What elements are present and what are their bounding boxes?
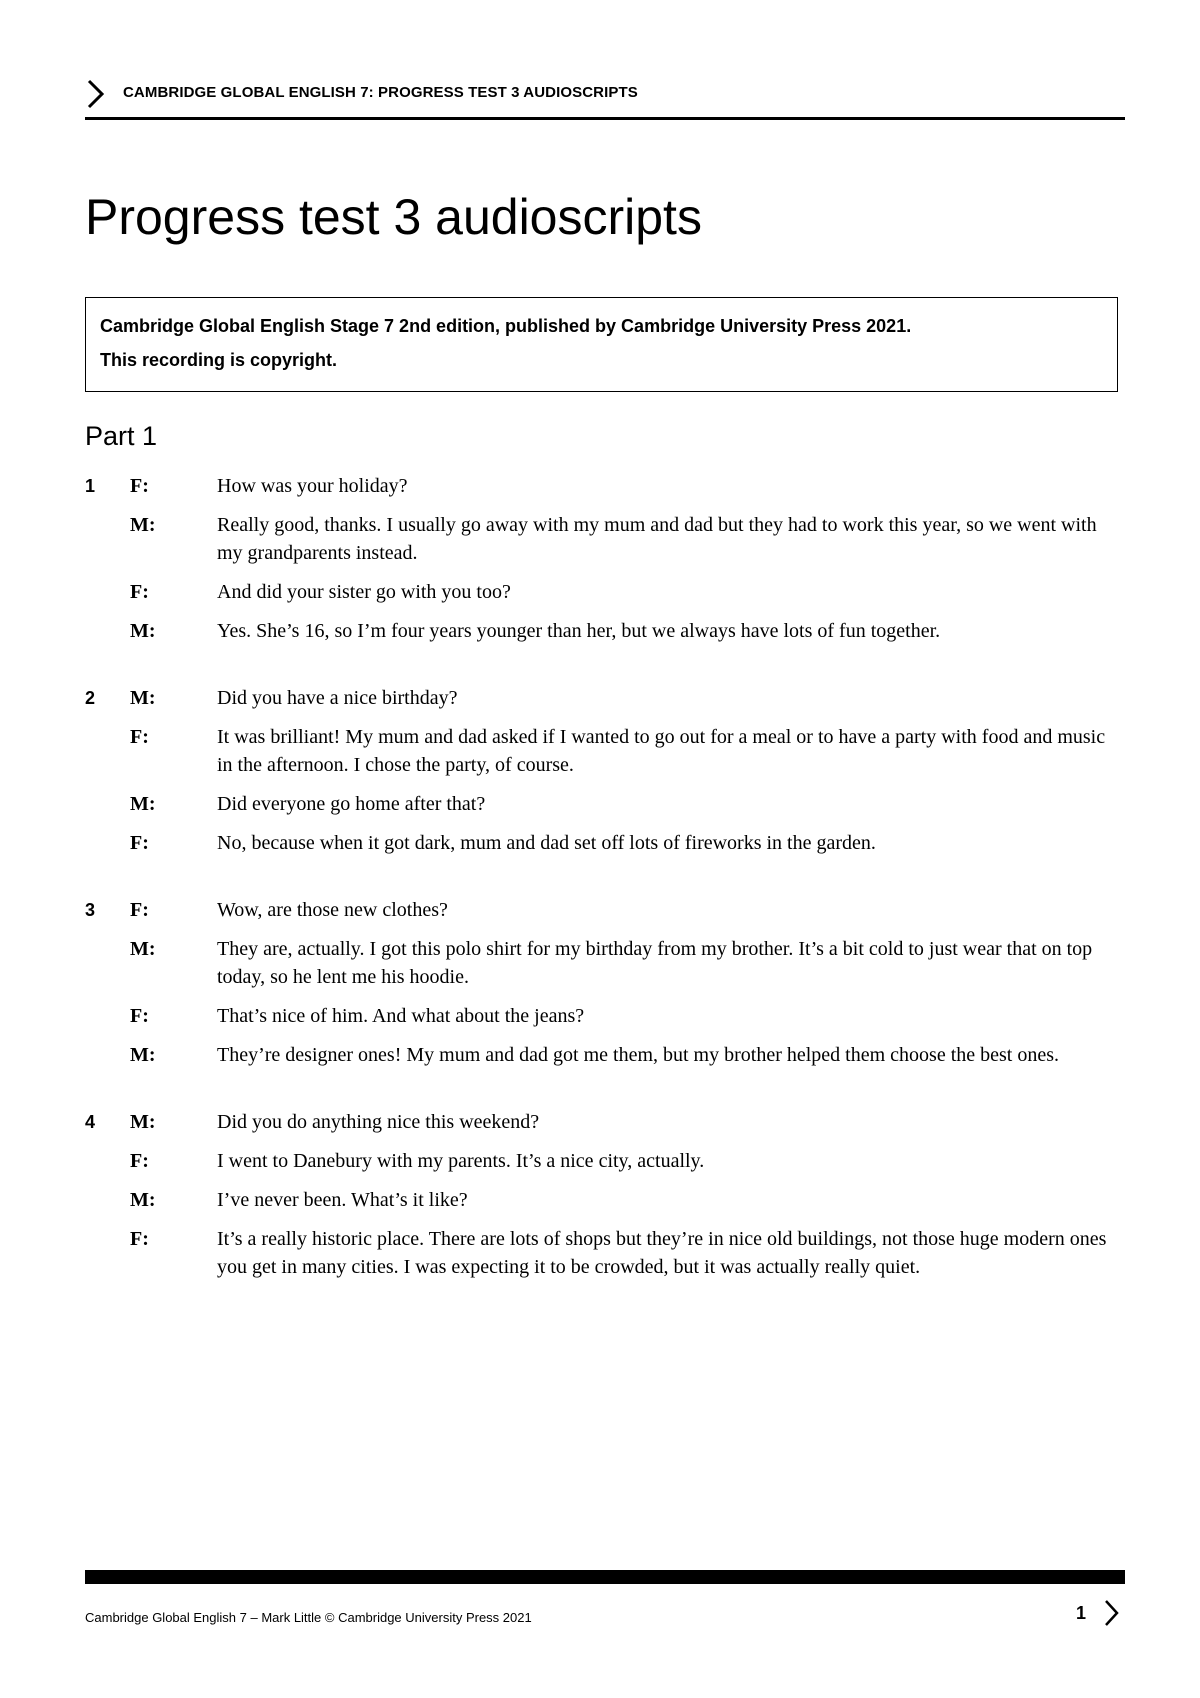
line-text: I went to Danebury with my parents. It’s a nice city, actually. <box>217 1150 705 1172</box>
speaker-label: M: <box>130 1189 156 1211</box>
footer-rule <box>85 1570 1125 1584</box>
dialogue-4 <box>85 1108 1125 1281</box>
line-text: Really good, thanks. I usually go away with my mum and dad but they had to work this year, so we went with my grandparents instead. <box>217 514 1097 564</box>
dialogue-list <box>85 472 1125 1320</box>
dialogue-line <box>85 578 1125 606</box>
page-title: Progress test 3 audioscripts <box>85 189 702 245</box>
dialogue-line <box>85 1002 1125 1030</box>
speaker-label: F: <box>130 899 149 921</box>
speaker-label: F: <box>130 1005 149 1027</box>
line-text: It was brilliant! My mum and dad asked if I wanted to go out for a meal or to have a party with food and music in the afternoon. I chose the party, of course. <box>217 726 1106 776</box>
line-text: They’re designer ones! My mum and dad got me them, but my brother helped them choose the best ones. <box>217 1044 1060 1066</box>
line-text: Yes. She’s 16, so I’m four years younger than her, but we always have lots of fun together. <box>217 620 941 642</box>
line-text: That’s nice of him. And what about the jeans? <box>217 1005 585 1027</box>
question-number: 2 <box>85 688 96 708</box>
line-text: Did you have a nice birthday? <box>217 687 458 709</box>
page-header <box>85 76 1125 120</box>
copyright-notice <box>85 297 1118 392</box>
speaker-label: F: <box>130 581 149 603</box>
line-text: No, because when it got dark, mum and dad set off lots of fireworks in the garden. <box>217 832 876 854</box>
speaker-label: F: <box>130 1150 149 1172</box>
footer-credit: Cambridge Global English 7 – Mark Little © Cambridge University Press 2021 <box>85 1610 532 1625</box>
line-text: And did your sister go with you too? <box>217 581 511 603</box>
question-number: 3 <box>85 900 96 920</box>
line-text: How was your holiday? <box>217 475 408 497</box>
dialogue-line <box>85 1108 1125 1136</box>
dialogue-line <box>85 790 1125 818</box>
line-text: Wow, are those new clothes? <box>217 899 448 921</box>
dialogue-line <box>85 723 1125 779</box>
dialogue-line <box>85 1147 1125 1175</box>
chevron-right-icon <box>85 78 107 110</box>
dialogue-line <box>85 684 1125 712</box>
copyright-line-2: This recording is copyright. <box>100 350 338 370</box>
dialogue-line <box>85 1186 1125 1214</box>
header-title: CAMBRIDGE GLOBAL ENGLISH 7: PROGRESS TEST 3 AUDIOSCRIPTS <box>123 84 638 101</box>
chevron-right-icon[interactable] <box>1102 1597 1122 1629</box>
speaker-label: M: <box>130 938 156 960</box>
question-number: 1 <box>85 476 96 496</box>
line-text: Did you do anything nice this weekend? <box>217 1111 540 1133</box>
line-text: They are, actually. I got this polo shirt for my birthday from my brother. It’s a bit cold to just wear that on top today, so he lent me his hoodie. <box>217 938 1093 988</box>
line-text: It’s a really historic place. There are lots of shops but they’re in nice old buildings, not those huge modern ones you get in many cities. I was expecting it to be crowded, but it was actually really quiet. <box>217 1228 1107 1278</box>
speaker-label: M: <box>130 1111 156 1133</box>
speaker-label: F: <box>130 475 149 497</box>
copyright-line-1: Cambridge Global English Stage 7 2nd edition, published by Cambridge University Press 2021. <box>100 316 912 336</box>
dialogue-1 <box>85 472 1125 645</box>
dialogue-line <box>85 1225 1125 1281</box>
speaker-label: M: <box>130 687 156 709</box>
dialogue-line <box>85 896 1125 924</box>
question-number: 4 <box>85 1112 96 1132</box>
speaker-label: F: <box>130 832 149 854</box>
speaker-label: M: <box>130 793 156 815</box>
speaker-label: M: <box>130 620 156 642</box>
speaker-label: F: <box>130 1228 149 1250</box>
speaker-label: M: <box>130 1044 156 1066</box>
dialogue-line <box>85 935 1125 991</box>
dialogue-2 <box>85 684 1125 857</box>
dialogue-line <box>85 617 1125 645</box>
part-heading: Part 1 <box>85 421 158 451</box>
page-number: 1 <box>1076 1603 1087 1623</box>
dialogue-line <box>85 829 1125 857</box>
dialogue-line <box>85 511 1125 567</box>
dialogue-3 <box>85 896 1125 1069</box>
dialogue-line <box>85 472 1125 500</box>
line-text: I’ve never been. What’s it like? <box>217 1189 468 1211</box>
speaker-label: F: <box>130 726 149 748</box>
line-text: Did everyone go home after that? <box>217 793 486 815</box>
speaker-label: M: <box>130 514 156 536</box>
dialogue-line <box>85 1041 1125 1069</box>
